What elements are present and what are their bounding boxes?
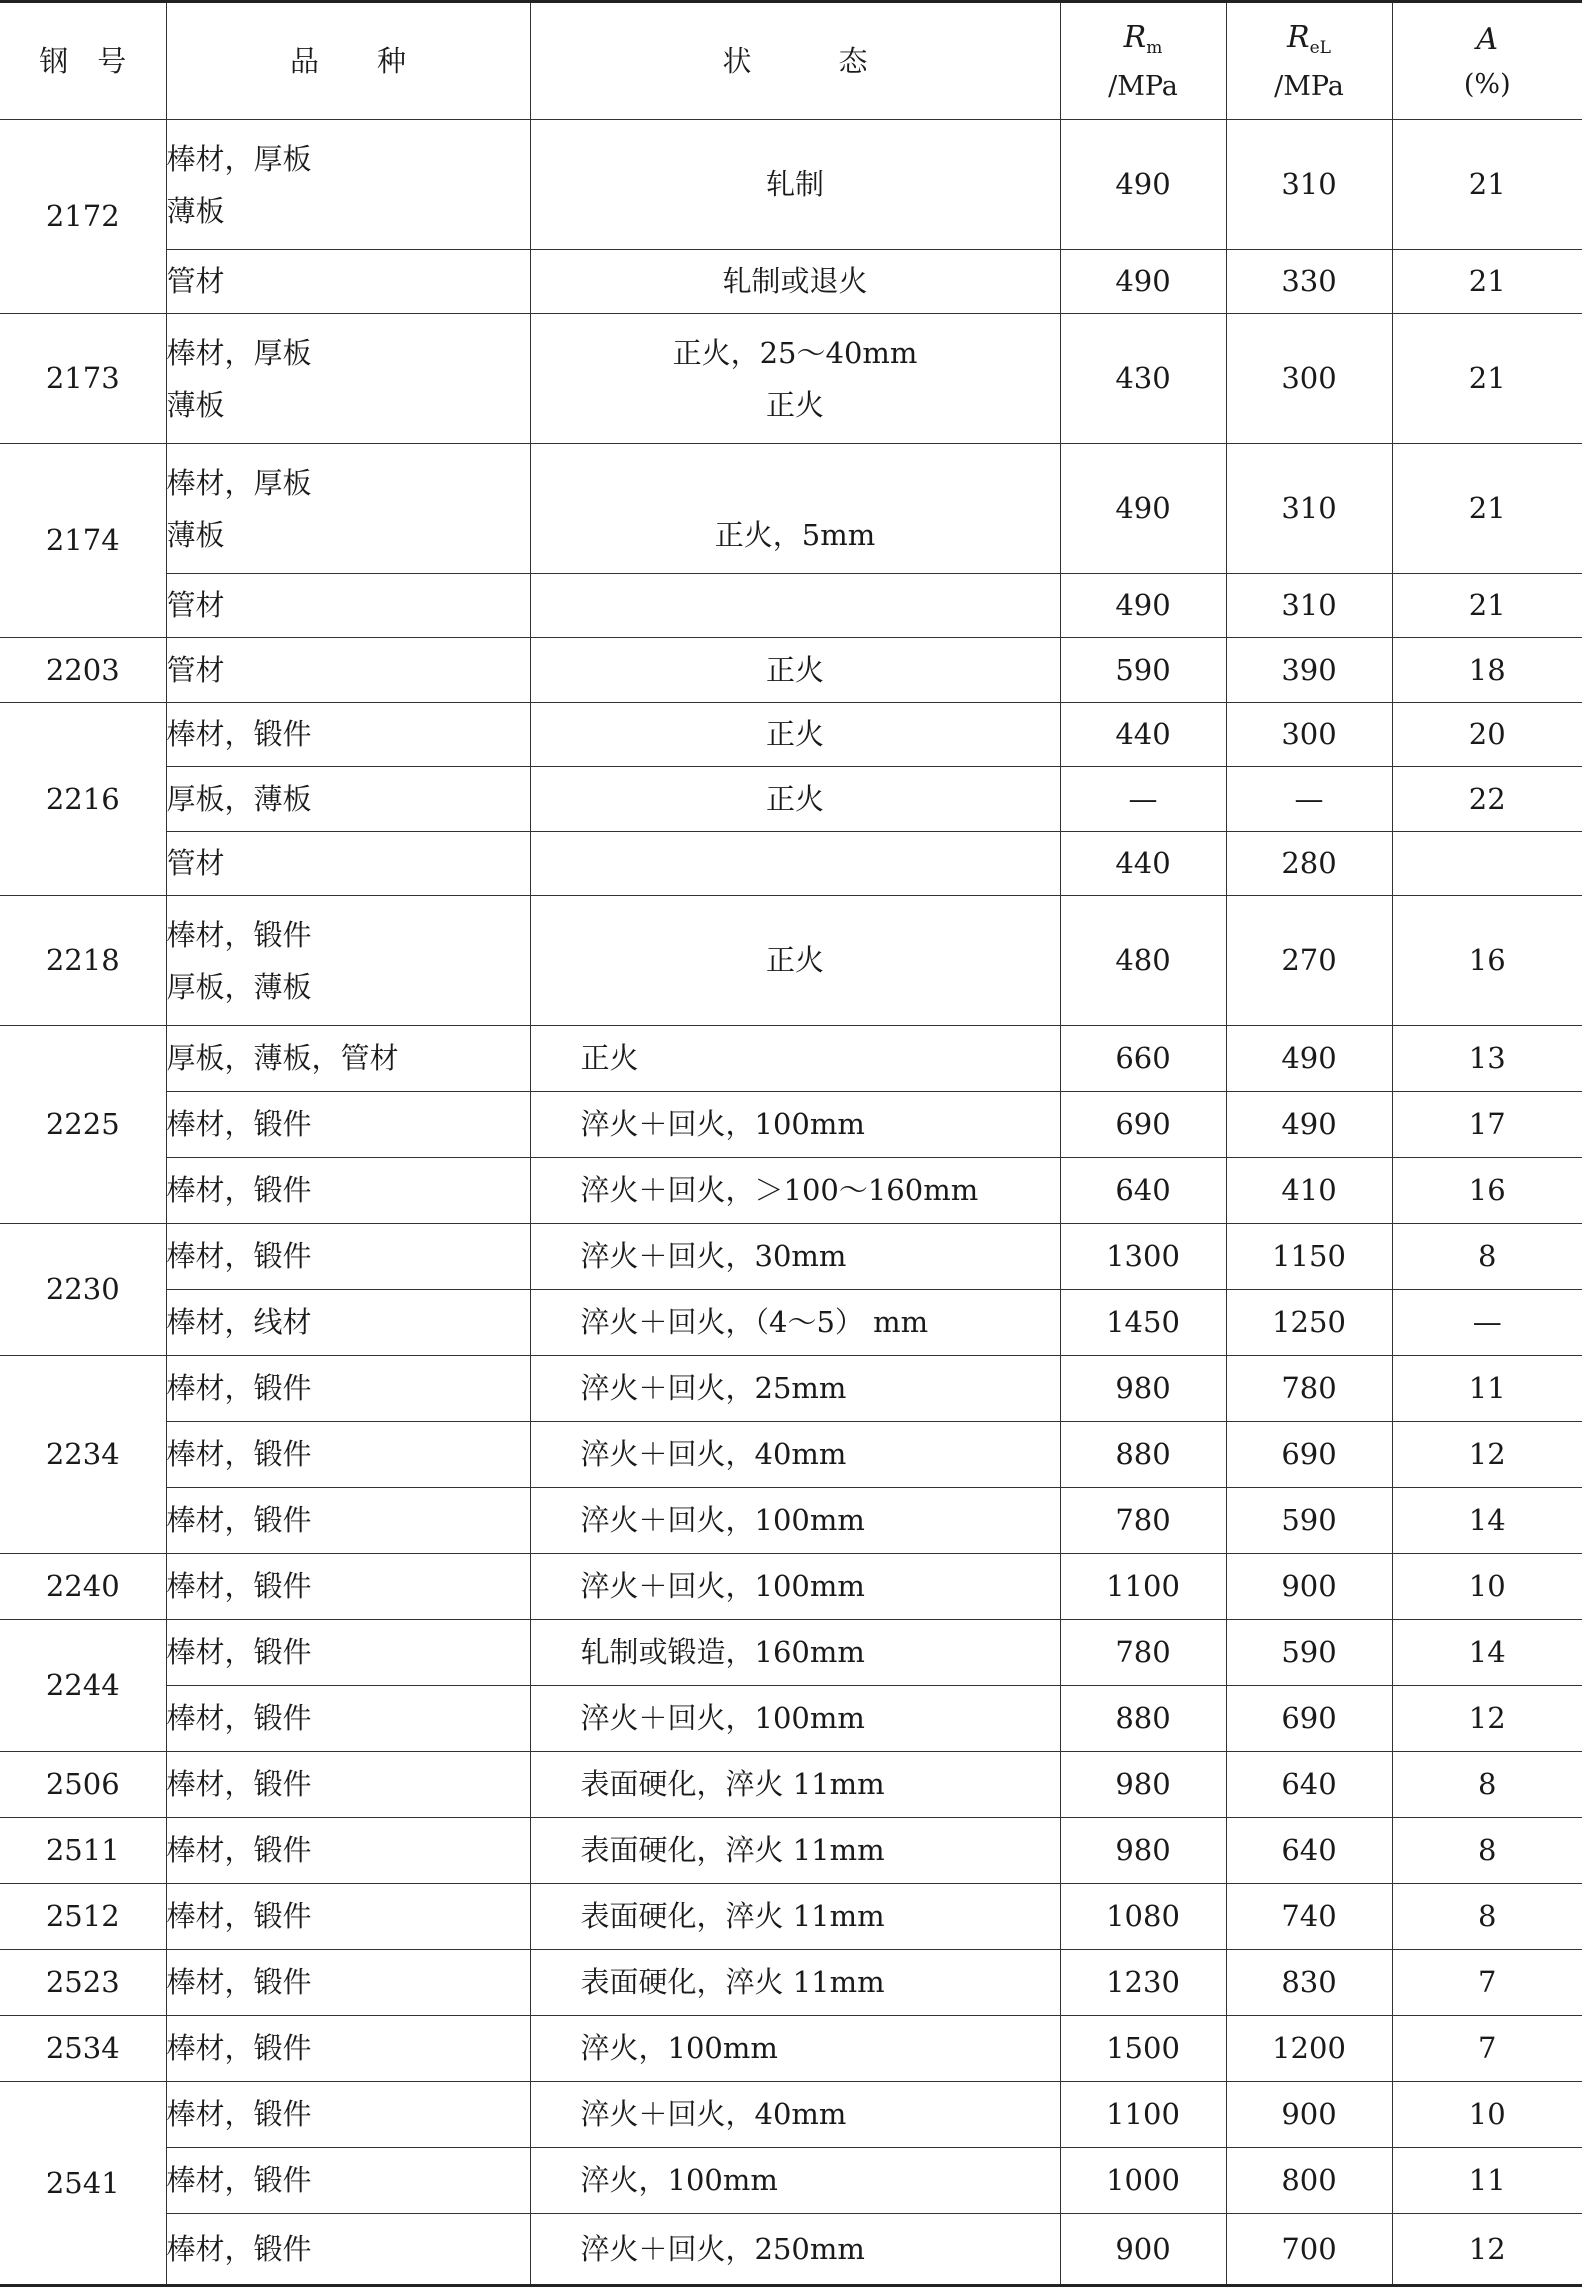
kind-cell: 棒材，锻件 xyxy=(166,1620,530,1686)
header-rm xyxy=(1060,2,1226,120)
a-cell: 7 xyxy=(1392,2016,1582,2082)
rel-cell: 590 xyxy=(1226,1488,1392,1554)
state-cell: 淬火＋回火，100mm xyxy=(530,1554,1060,1620)
rel-cell: 310 xyxy=(1226,120,1392,250)
rm-cell: 780 xyxy=(1060,1488,1226,1554)
rel-cell: 900 xyxy=(1226,2082,1392,2148)
table-row xyxy=(0,574,1582,638)
a-cell xyxy=(1392,832,1582,896)
rel-cell: 310 xyxy=(1226,574,1392,638)
rm-cell: 880 xyxy=(1060,1422,1226,1488)
a-cell: 14 xyxy=(1392,1620,1582,1686)
rm-cell: — xyxy=(1060,767,1226,832)
a-unit: (%) xyxy=(1393,71,1582,98)
rm-cell: 490 xyxy=(1060,444,1226,574)
kind-line: 棒材，厚板 xyxy=(167,338,530,368)
kind-cell: 棒材，锻件 xyxy=(166,2148,530,2214)
table-row xyxy=(0,2082,1582,2148)
rm-cell: 490 xyxy=(1060,250,1226,314)
rel-cell: 690 xyxy=(1226,1686,1392,1752)
rm-unit: /MPa xyxy=(1061,73,1226,100)
state-cell: 正火 xyxy=(530,896,1060,1026)
a-cell: 18 xyxy=(1392,638,1582,703)
rel-cell: 490 xyxy=(1226,1092,1392,1158)
table-row xyxy=(0,638,1582,703)
a-cell: 11 xyxy=(1392,2148,1582,2214)
rm-cell: 1500 xyxy=(1060,2016,1226,2082)
a-cell: 10 xyxy=(1392,2082,1582,2148)
rel-cell: 640 xyxy=(1226,1752,1392,1818)
a-cell: 7 xyxy=(1392,1950,1582,2016)
kind-line: 薄板 xyxy=(167,520,530,550)
rm-cell: 880 xyxy=(1060,1686,1226,1752)
header-row xyxy=(0,2,1582,120)
state-cell: 淬火＋回火，100mm xyxy=(530,1686,1060,1752)
kind-cell: 棒材，锻件 xyxy=(166,1884,530,1950)
rm-cell: 430 xyxy=(1060,314,1226,444)
state-cell: 轧制或锻造，160mm xyxy=(530,1620,1060,1686)
kind-cell xyxy=(166,314,530,444)
state-cell xyxy=(530,444,1060,574)
kind-cell: 棒材，锻件 xyxy=(166,1224,530,1290)
table-row xyxy=(0,1950,1582,2016)
state-cell: 淬火＋回火，25mm xyxy=(530,1356,1060,1422)
rel-symbol: R xyxy=(1287,20,1310,55)
rm-cell: 980 xyxy=(1060,1752,1226,1818)
rm-cell: 980 xyxy=(1060,1818,1226,1884)
a-cell: 8 xyxy=(1392,1818,1582,1884)
table-row xyxy=(0,1884,1582,1950)
rel-cell: 270 xyxy=(1226,896,1392,1026)
rel-cell: 690 xyxy=(1226,1422,1392,1488)
rel-unit: /MPa xyxy=(1227,73,1392,100)
rel-cell: 800 xyxy=(1226,2148,1392,2214)
kind-cell: 棒材，锻件 xyxy=(166,1554,530,1620)
a-cell: 21 xyxy=(1392,314,1582,444)
kind-cell: 管材 xyxy=(166,574,530,638)
rm-cell: 1300 xyxy=(1060,1224,1226,1290)
table-row xyxy=(0,2148,1582,2214)
kind-cell: 厚板，薄板，管材 xyxy=(166,1026,530,1092)
rel-cell: 300 xyxy=(1226,314,1392,444)
a-cell: 13 xyxy=(1392,1026,1582,1092)
header-rel xyxy=(1226,2,1392,120)
rm-cell: 440 xyxy=(1060,703,1226,767)
grade-cell: 2218 xyxy=(0,896,166,1026)
a-cell: 11 xyxy=(1392,1356,1582,1422)
rel-cell: 1150 xyxy=(1226,1224,1392,1290)
table-row xyxy=(0,120,1582,250)
rm-cell: 980 xyxy=(1060,1356,1226,1422)
grade-cell: 2173 xyxy=(0,314,166,444)
kind-line: 棒材，厚板 xyxy=(167,144,530,174)
kind-cell: 棒材，锻件 xyxy=(166,2016,530,2082)
rel-cell: 410 xyxy=(1226,1158,1392,1224)
state-cell: 淬火＋回火，100mm xyxy=(530,1488,1060,1554)
rel-cell: 300 xyxy=(1226,703,1392,767)
grade-cell: 2512 xyxy=(0,1884,166,1950)
state-cell xyxy=(530,314,1060,444)
kind-cell: 棒材，锻件 xyxy=(166,1092,530,1158)
grade-cell: 2172 xyxy=(0,120,166,314)
kind-cell: 管材 xyxy=(166,638,530,703)
rm-cell: 490 xyxy=(1060,574,1226,638)
a-cell: 12 xyxy=(1392,1686,1582,1752)
grade-cell: 2534 xyxy=(0,2016,166,2082)
kind-cell: 棒材，锻件 xyxy=(166,1488,530,1554)
rel-cell: 640 xyxy=(1226,1818,1392,1884)
rel-cell: 330 xyxy=(1226,250,1392,314)
kind-cell: 棒材，锻件 xyxy=(166,2214,530,2286)
kind-line: 厚板，薄板 xyxy=(167,972,530,1002)
table-row xyxy=(0,1488,1582,1554)
rm-cell: 660 xyxy=(1060,1026,1226,1092)
rel-subscript: eL xyxy=(1310,38,1331,58)
table-row xyxy=(0,1554,1582,1620)
rm-cell: 480 xyxy=(1060,896,1226,1026)
state-line: 正火，5mm xyxy=(531,520,1060,550)
header-kind: 品 种 xyxy=(166,2,530,120)
state-cell: 正火 xyxy=(530,767,1060,832)
state-line: 正火，25～40mm xyxy=(531,338,1060,368)
table-row xyxy=(0,1686,1582,1752)
a-cell: 21 xyxy=(1392,250,1582,314)
kind-line: 薄板 xyxy=(167,390,530,420)
state-cell: 淬火＋回火，30mm xyxy=(530,1224,1060,1290)
state-cell: 表面硬化，淬火 11mm xyxy=(530,1950,1060,2016)
rel-cell: 390 xyxy=(1226,638,1392,703)
kind-cell: 棒材，锻件 xyxy=(166,1422,530,1488)
a-cell: 10 xyxy=(1392,1554,1582,1620)
a-cell: 22 xyxy=(1392,767,1582,832)
kind-cell: 厚板，薄板 xyxy=(166,767,530,832)
kind-cell: 管材 xyxy=(166,250,530,314)
a-cell: 14 xyxy=(1392,1488,1582,1554)
state-cell: 正火 xyxy=(530,703,1060,767)
table-row xyxy=(0,2016,1582,2082)
rm-cell: 440 xyxy=(1060,832,1226,896)
kind-cell: 棒材，锻件 xyxy=(166,1818,530,1884)
state-cell: 正火 xyxy=(530,638,1060,703)
rel-cell: 590 xyxy=(1226,1620,1392,1686)
state-cell xyxy=(530,574,1060,638)
table-row xyxy=(0,1290,1582,1356)
header-a xyxy=(1392,2,1582,120)
state-cell: 淬火＋回火，40mm xyxy=(530,2082,1060,2148)
rel-cell: — xyxy=(1226,767,1392,832)
rm-cell: 1230 xyxy=(1060,1950,1226,2016)
state-cell: 淬火＋回火，100mm xyxy=(530,1092,1060,1158)
a-cell: 21 xyxy=(1392,444,1582,574)
grade-cell: 2240 xyxy=(0,1554,166,1620)
kind-cell: 棒材，锻件 xyxy=(166,1158,530,1224)
table-row xyxy=(0,314,1582,444)
header-grade: 钢 号 xyxy=(0,2,166,120)
rel-cell: 280 xyxy=(1226,832,1392,896)
state-cell: 轧制或退火 xyxy=(530,250,1060,314)
state-cell: 淬火＋回火，（4～5） mm xyxy=(530,1290,1060,1356)
rm-cell: 590 xyxy=(1060,638,1226,703)
grade-cell: 2174 xyxy=(0,444,166,638)
table-row xyxy=(0,1158,1582,1224)
header-state: 状 态 xyxy=(530,2,1060,120)
grade-cell: 2230 xyxy=(0,1224,166,1356)
state-cell: 正火 xyxy=(530,1026,1060,1092)
state-cell: 表面硬化，淬火 11mm xyxy=(530,1818,1060,1884)
table-row xyxy=(0,1620,1582,1686)
a-cell: 20 xyxy=(1392,703,1582,767)
state-cell: 淬火，100mm xyxy=(530,2016,1060,2082)
table-row xyxy=(0,767,1582,832)
rm-cell: 780 xyxy=(1060,1620,1226,1686)
rm-cell: 1100 xyxy=(1060,2082,1226,2148)
rel-cell: 740 xyxy=(1226,1884,1392,1950)
a-cell: 16 xyxy=(1392,1158,1582,1224)
table-row xyxy=(0,1422,1582,1488)
rm-cell: 690 xyxy=(1060,1092,1226,1158)
table-row xyxy=(0,250,1582,314)
grade-cell: 2216 xyxy=(0,703,166,896)
table-row xyxy=(0,1818,1582,1884)
kind-cell: 棒材，锻件 xyxy=(166,1356,530,1422)
grade-cell: 2541 xyxy=(0,2082,166,2286)
kind-line: 棒材，厚板 xyxy=(167,468,530,498)
table-row xyxy=(0,1092,1582,1158)
rm-cell: 490 xyxy=(1060,120,1226,250)
table-row xyxy=(0,2214,1582,2286)
kind-cell: 棒材，锻件 xyxy=(166,1686,530,1752)
table-row xyxy=(0,703,1582,767)
a-cell: 8 xyxy=(1392,1752,1582,1818)
state-cell: 淬火＋回火，250mm xyxy=(530,2214,1060,2286)
kind-cell: 棒材，锻件 xyxy=(166,1752,530,1818)
rel-cell: 780 xyxy=(1226,1356,1392,1422)
rm-subscript: m xyxy=(1146,38,1162,58)
a-cell: 21 xyxy=(1392,120,1582,250)
table-row xyxy=(0,832,1582,896)
kind-cell: 棒材，线材 xyxy=(166,1290,530,1356)
grade-cell: 2506 xyxy=(0,1752,166,1818)
rel-cell: 1200 xyxy=(1226,2016,1392,2082)
grade-cell: 2203 xyxy=(0,638,166,703)
a-cell: 8 xyxy=(1392,1884,1582,1950)
a-cell: 17 xyxy=(1392,1092,1582,1158)
a-symbol: A xyxy=(1476,22,1498,57)
rel-cell: 830 xyxy=(1226,1950,1392,2016)
rel-cell: 700 xyxy=(1226,2214,1392,2286)
table-row xyxy=(0,1752,1582,1818)
state-cell: 轧制 xyxy=(530,120,1060,250)
kind-line: 棒材，锻件 xyxy=(167,920,530,950)
kind-cell xyxy=(166,120,530,250)
grade-cell: 2511 xyxy=(0,1818,166,1884)
state-cell: 淬火＋回火，40mm xyxy=(530,1422,1060,1488)
kind-cell: 棒材，锻件 xyxy=(166,2082,530,2148)
state-cell: 淬火＋回火，＞100～160mm xyxy=(530,1158,1060,1224)
state-cell: 淬火，100mm xyxy=(530,2148,1060,2214)
rel-cell: 310 xyxy=(1226,444,1392,574)
rm-cell: 1000 xyxy=(1060,2148,1226,2214)
a-cell: 8 xyxy=(1392,1224,1582,1290)
table-row xyxy=(0,444,1582,574)
grade-cell: 2523 xyxy=(0,1950,166,2016)
rel-cell: 490 xyxy=(1226,1026,1392,1092)
a-cell: 12 xyxy=(1392,1422,1582,1488)
grade-cell: 2225 xyxy=(0,1026,166,1224)
rel-cell: 1250 xyxy=(1226,1290,1392,1356)
table-row xyxy=(0,1026,1582,1092)
rm-cell: 900 xyxy=(1060,2214,1226,2286)
table-row xyxy=(0,1224,1582,1290)
table-row xyxy=(0,896,1582,1026)
kind-cell: 棒材，锻件 xyxy=(166,703,530,767)
a-cell: 12 xyxy=(1392,2214,1582,2286)
rm-cell: 1080 xyxy=(1060,1884,1226,1950)
table-row xyxy=(0,1356,1582,1422)
grade-cell: 2234 xyxy=(0,1356,166,1554)
rm-cell: 640 xyxy=(1060,1158,1226,1224)
kind-line: 薄板 xyxy=(167,196,530,226)
kind-cell: 棒材，锻件 xyxy=(166,1950,530,2016)
rm-symbol: R xyxy=(1124,20,1147,55)
state-cell xyxy=(530,832,1060,896)
grade-cell: 2244 xyxy=(0,1620,166,1752)
state-line: 正火 xyxy=(531,390,1060,420)
kind-cell xyxy=(166,444,530,574)
state-cell: 表面硬化，淬火 11mm xyxy=(530,1752,1060,1818)
rel-cell: 900 xyxy=(1226,1554,1392,1620)
kind-cell xyxy=(166,896,530,1026)
rm-cell: 1450 xyxy=(1060,1290,1226,1356)
kind-cell: 管材 xyxy=(166,832,530,896)
a-cell: 16 xyxy=(1392,896,1582,1026)
state-cell: 表面硬化，淬火 11mm xyxy=(530,1884,1060,1950)
a-cell: — xyxy=(1392,1290,1582,1356)
a-cell: 21 xyxy=(1392,574,1582,638)
rm-cell: 1100 xyxy=(1060,1554,1226,1620)
